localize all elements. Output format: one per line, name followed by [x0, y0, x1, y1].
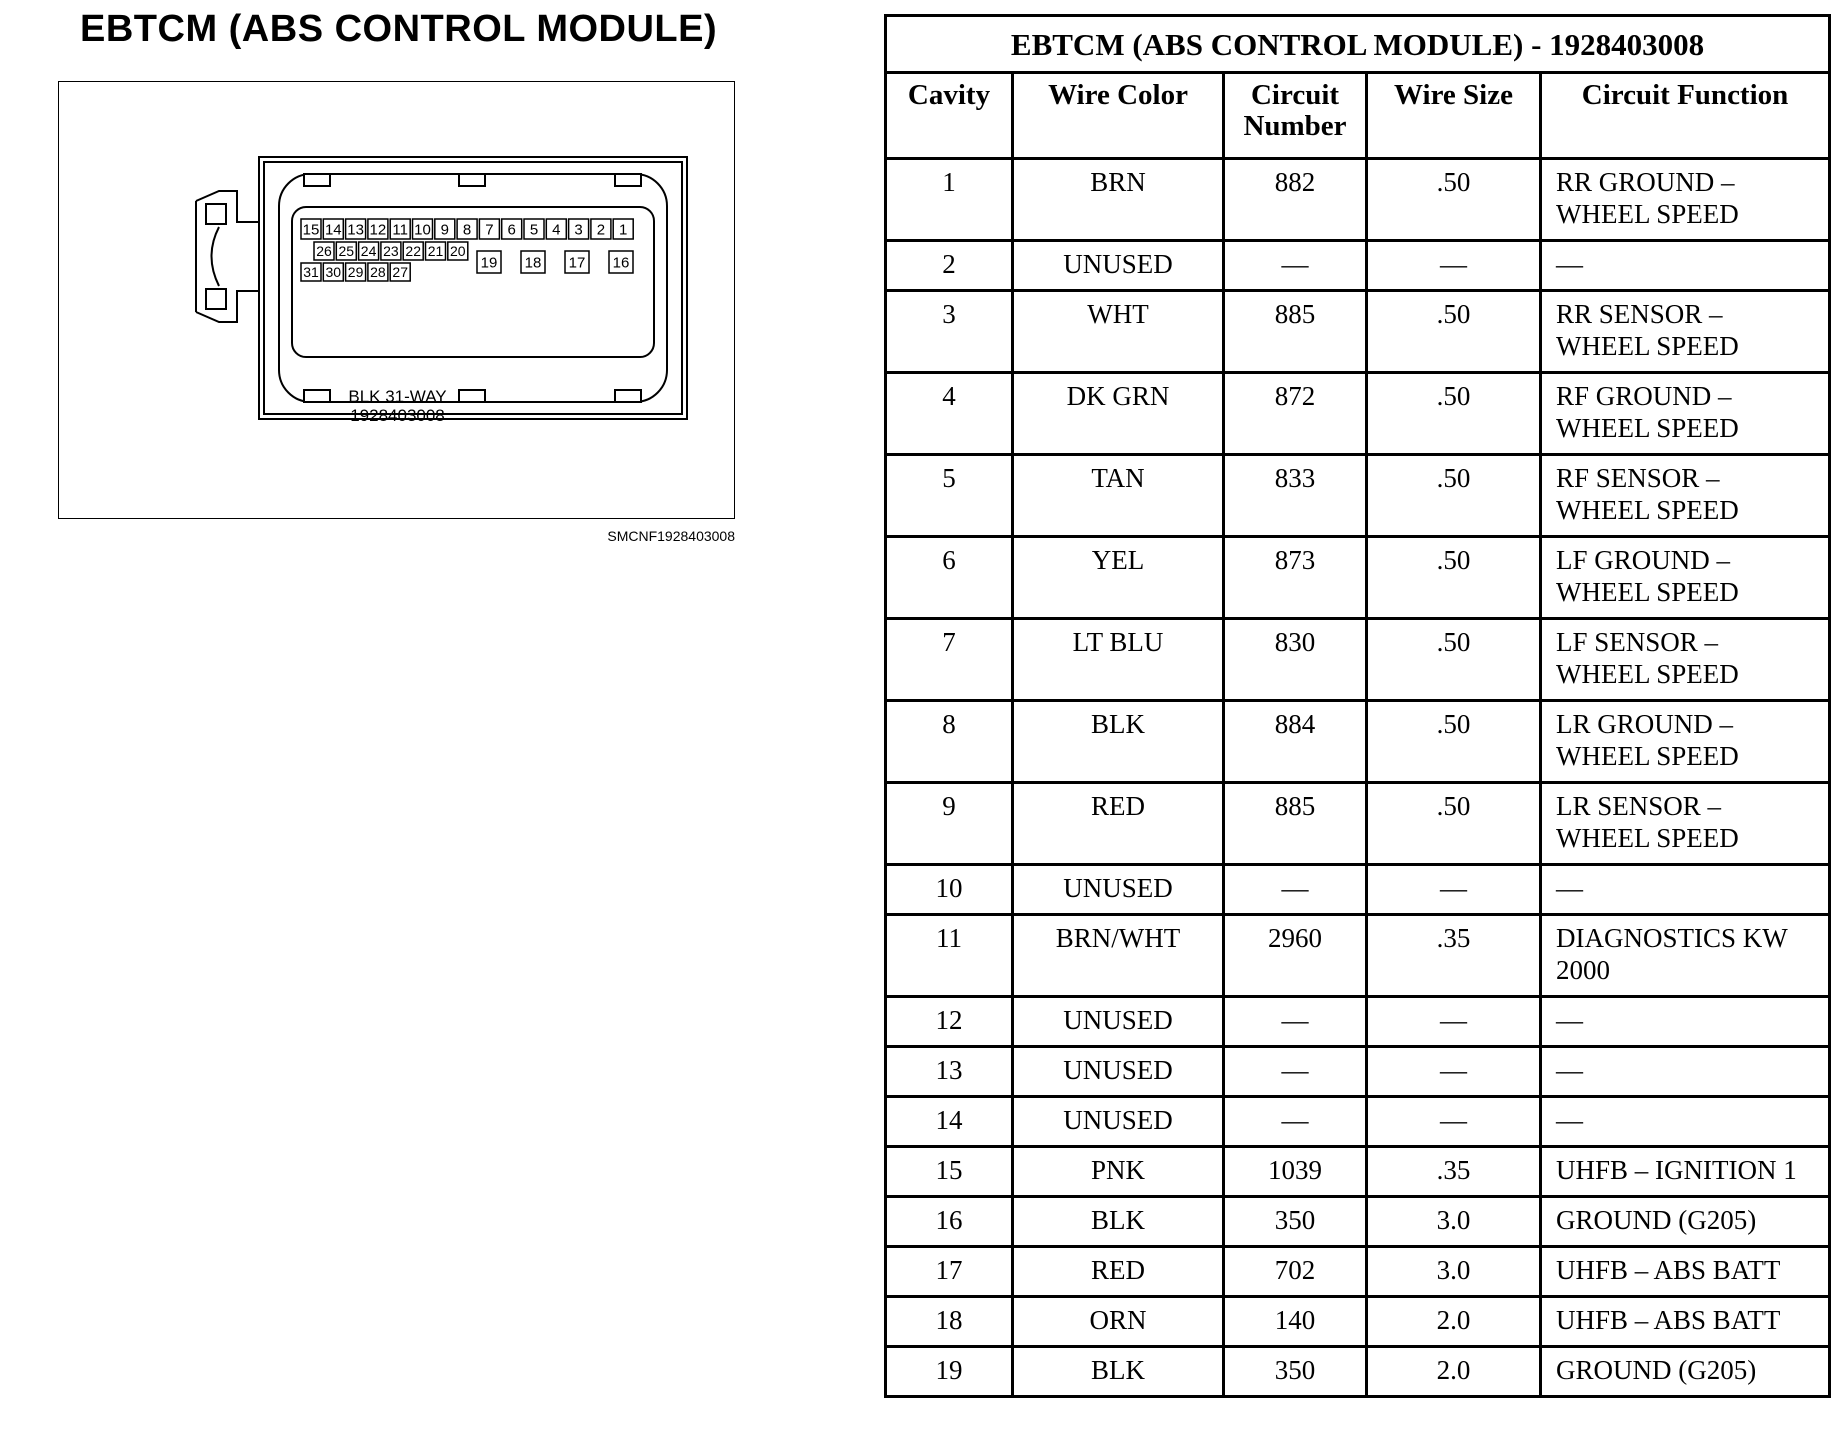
table-row	[886, 997, 1830, 1047]
table-row	[886, 865, 1830, 915]
table-row	[886, 1147, 1830, 1197]
circuit-function-cell	[1541, 1297, 1830, 1347]
circuit-number-cell: 873	[1224, 537, 1367, 619]
circuit-function-line1: LF GROUND –	[1556, 545, 1731, 575]
wire-color-cell: BRN/WHT	[1013, 915, 1224, 997]
circuit-function-line1: UHFB – ABS BATT	[1556, 1255, 1781, 1285]
circuit-number-cell: 702	[1224, 1247, 1367, 1297]
table-row	[886, 373, 1830, 455]
circuit-function-line2: WHEEL SPEED	[1556, 495, 1739, 525]
circuit-function-line1: RF SENSOR –	[1556, 463, 1720, 493]
circuit-function-cell	[1541, 865, 1830, 915]
connector-figure	[58, 81, 735, 519]
cavity-16	[609, 251, 633, 273]
table-row	[886, 783, 1830, 865]
wire-color-cell: UNUSED	[1013, 1047, 1224, 1097]
cavity-1	[613, 219, 633, 239]
circuit-function-cell	[1541, 1147, 1830, 1197]
cavity-cell: 2	[886, 241, 1013, 291]
wire-color-cell: BRN	[1013, 159, 1224, 241]
circuit-function-line2: WHEEL SPEED	[1556, 577, 1739, 607]
header-circuit-function: Circuit Function	[1541, 73, 1830, 159]
circuit-number-cell: 350	[1224, 1197, 1367, 1247]
circuit-number-cell: 833	[1224, 455, 1367, 537]
cavity-cell: 8	[886, 701, 1013, 783]
wire-size-cell: .35	[1367, 1147, 1541, 1197]
circuit-function-cell	[1541, 455, 1830, 537]
circuit-number-cell: —	[1224, 241, 1367, 291]
circuit-function-line2: WHEEL SPEED	[1556, 659, 1739, 689]
circuit-function-line1: GROUND (G205)	[1556, 1355, 1757, 1385]
cavity-15	[301, 219, 321, 239]
cavity-cell: 15	[886, 1147, 1013, 1197]
circuit-function-line1: LF SENSOR –	[1556, 627, 1719, 657]
table-row	[886, 537, 1830, 619]
cavity-cell: 10	[886, 865, 1013, 915]
wire-size-cell: 3.0	[1367, 1247, 1541, 1297]
cavity-10	[413, 219, 433, 239]
cavity-cell: 6	[886, 537, 1013, 619]
wire-color-cell: UNUSED	[1013, 241, 1224, 291]
circuit-function-line1: RR GROUND –	[1556, 167, 1735, 197]
table-row	[886, 701, 1830, 783]
cavity-number: 23	[383, 243, 399, 260]
circuit-function-line2: WHEEL SPEED	[1556, 199, 1739, 229]
circuit-function-cell	[1541, 915, 1830, 997]
cavity-cell: 14	[886, 1097, 1013, 1147]
wire-color-cell: YEL	[1013, 537, 1224, 619]
wire-color-cell: TAN	[1013, 455, 1224, 537]
circuit-number-cell: 885	[1224, 783, 1367, 865]
cavity-cell: 19	[886, 1347, 1013, 1397]
circuit-function-line2: WHEEL SPEED	[1556, 413, 1739, 443]
cavity-number: 31	[303, 264, 319, 281]
circuit-function-line1: RR SENSOR –	[1556, 299, 1723, 329]
cavity-18	[521, 251, 545, 273]
wire-color-cell: BLK	[1013, 701, 1224, 783]
cavity-27	[390, 263, 410, 281]
circuit-function-line2: WHEEL SPEED	[1556, 823, 1739, 853]
cavity-31	[301, 263, 321, 281]
circuit-number-cell: —	[1224, 865, 1367, 915]
circuit-function-cell	[1541, 701, 1830, 783]
table-row	[886, 291, 1830, 373]
header-circuit-number	[1224, 73, 1367, 159]
cavity-7	[479, 219, 499, 239]
wire-size-cell: .50	[1367, 619, 1541, 701]
circuit-function-line1: LR GROUND –	[1556, 709, 1734, 739]
circuit-function-line2: WHEEL SPEED	[1556, 741, 1739, 771]
circuit-function-cell	[1541, 783, 1830, 865]
wire-size-cell: —	[1367, 1097, 1541, 1147]
cavity-number: 21	[427, 243, 444, 260]
circuit-number-cell: 140	[1224, 1297, 1367, 1347]
cavity-6	[502, 219, 522, 239]
circuit-function-line1: UHFB – ABS BATT	[1556, 1305, 1781, 1335]
circuit-function-cell	[1541, 291, 1830, 373]
header-wire-color: Wire Color	[1013, 73, 1224, 159]
cavity-number: 29	[347, 264, 364, 281]
wire-color-cell: DK GRN	[1013, 373, 1224, 455]
cavity-number: 6	[507, 221, 516, 239]
cavity-number: 9	[440, 221, 449, 239]
cavity-25	[336, 242, 356, 260]
cavity-number: 13	[347, 221, 364, 239]
circuit-function-cell	[1541, 1347, 1830, 1397]
circuit-function-line1: —	[1556, 873, 1583, 903]
cavity-number: 1	[619, 221, 628, 239]
cavity-number: 28	[370, 264, 386, 281]
header-circuit-number-line1: Circuit	[1250, 79, 1340, 111]
cavity-cell: 3	[886, 291, 1013, 373]
circuit-number-cell: 885	[1224, 291, 1367, 373]
wire-color-cell: UNUSED	[1013, 997, 1224, 1047]
circuit-function-cell	[1541, 537, 1830, 619]
cavity-4	[546, 219, 566, 239]
cavity-number: 20	[450, 243, 466, 260]
circuit-number-cell: 2960	[1224, 915, 1367, 997]
cavity-number: 7	[485, 221, 494, 239]
cavity-cell: 12	[886, 997, 1013, 1047]
wire-size-cell: 2.0	[1367, 1297, 1541, 1347]
table-row	[886, 1247, 1830, 1297]
wire-size-cell: —	[1367, 1047, 1541, 1097]
table-header-row	[886, 73, 1830, 159]
cavity-number: 2	[596, 221, 606, 239]
wire-color-cell: PNK	[1013, 1147, 1224, 1197]
cavity-13	[346, 219, 366, 239]
table-row	[886, 1197, 1830, 1247]
cavity-number: 17	[568, 254, 586, 272]
connector-title: EBTCM (ABS CONTROL MODULE)	[80, 8, 718, 50]
circuit-function-line2: WHEEL SPEED	[1556, 331, 1739, 361]
circuit-function-line1: LR SENSOR –	[1556, 791, 1722, 821]
cavity-19	[477, 251, 501, 273]
cavity-14	[323, 219, 343, 239]
cavity-number: 19	[480, 254, 498, 272]
circuit-function-cell	[1541, 1047, 1830, 1097]
table-row	[886, 455, 1830, 537]
wire-size-cell: 2.0	[1367, 1347, 1541, 1397]
wire-size-cell: —	[1367, 997, 1541, 1047]
wire-color-cell: ORN	[1013, 1297, 1224, 1347]
circuit-function-line1: —	[1556, 1105, 1583, 1135]
cavity-cell: 5	[886, 455, 1013, 537]
cavity-11	[390, 219, 410, 239]
header-circuit-number-line2: Number	[1243, 110, 1347, 142]
wire-color-cell: RED	[1013, 1247, 1224, 1297]
connector-color-label: BLK 31-WAY	[348, 387, 447, 406]
table-row	[886, 1047, 1830, 1097]
cavity-3	[569, 219, 589, 239]
cavity-number: 5	[529, 221, 539, 239]
wire-size-cell: .50	[1367, 455, 1541, 537]
circuit-function-cell	[1541, 159, 1830, 241]
wire-color-cell: BLK	[1013, 1197, 1224, 1247]
pinout-table	[884, 14, 1831, 1398]
cavity-28	[368, 263, 388, 281]
circuit-number-cell: 830	[1224, 619, 1367, 701]
cavity-cell: 11	[886, 915, 1013, 997]
circuit-function-cell	[1541, 619, 1830, 701]
wire-size-cell: .50	[1367, 537, 1541, 619]
cavity-cell: 13	[886, 1047, 1013, 1097]
wire-size-cell: —	[1367, 865, 1541, 915]
table-row	[886, 619, 1830, 701]
cavity-number: 30	[325, 264, 342, 281]
circuit-number-cell: 350	[1224, 1347, 1367, 1397]
connector-part-number: 1928403008	[350, 406, 445, 425]
cavity-number: 25	[338, 243, 355, 260]
cavity-number: 8	[462, 221, 472, 239]
circuit-number-cell: 884	[1224, 701, 1367, 783]
wire-size-cell: .50	[1367, 291, 1541, 373]
wire-size-cell: .50	[1367, 159, 1541, 241]
cavity-29	[346, 263, 366, 281]
cavity-8	[457, 219, 477, 239]
cavity-cell: 16	[886, 1197, 1013, 1247]
table-row	[886, 1097, 1830, 1147]
cavity-number: 26	[316, 243, 332, 260]
wire-color-cell: RED	[1013, 783, 1224, 865]
circuit-number-cell: —	[1224, 997, 1367, 1047]
cavity-cell: 7	[886, 619, 1013, 701]
circuit-function-line1: UHFB – IGNITION 1	[1556, 1155, 1797, 1185]
header-cavity: Cavity	[886, 73, 1013, 159]
circuit-number-cell: 882	[1224, 159, 1367, 241]
cavity-cell: 4	[886, 373, 1013, 455]
figure-code: SMCNF1928403008	[607, 528, 735, 544]
circuit-number-cell: —	[1224, 1047, 1367, 1097]
cavity-21	[426, 242, 446, 260]
table-row	[886, 915, 1830, 997]
cavity-17	[565, 251, 589, 273]
table-row	[886, 241, 1830, 291]
wire-size-cell: —	[1367, 241, 1541, 291]
cavity-number: 11	[392, 221, 408, 239]
circuit-number-cell: 1039	[1224, 1147, 1367, 1197]
wire-size-cell: 3.0	[1367, 1197, 1541, 1247]
circuit-number-cell: 872	[1224, 373, 1367, 455]
cavity-2	[591, 219, 611, 239]
cavity-cell: 1	[886, 159, 1013, 241]
table-title: EBTCM (ABS CONTROL MODULE) - 1928403008	[886, 16, 1830, 73]
circuit-function-line1: —	[1556, 249, 1583, 279]
circuit-function-cell	[1541, 1197, 1830, 1247]
wire-size-cell: .50	[1367, 783, 1541, 865]
circuit-function-cell	[1541, 1097, 1830, 1147]
cavity-number: 10	[414, 221, 431, 239]
table-row	[886, 159, 1830, 241]
connector-face-drawing	[59, 82, 736, 520]
cavity-number: 27	[392, 264, 408, 281]
wire-color-cell: UNUSED	[1013, 1097, 1224, 1147]
circuit-function-cell	[1541, 997, 1830, 1047]
cavity-number: 22	[405, 243, 421, 260]
wire-size-cell: .50	[1367, 701, 1541, 783]
cavity-number: 18	[524, 254, 542, 272]
circuit-function-line1: RF GROUND –	[1556, 381, 1732, 411]
wire-color-cell: BLK	[1013, 1347, 1224, 1397]
table-title-row	[886, 16, 1830, 73]
circuit-function-cell	[1541, 373, 1830, 455]
cavity-23	[381, 242, 401, 260]
circuit-function-line1: —	[1556, 1005, 1583, 1035]
circuit-function-cell	[1541, 1247, 1830, 1297]
circuit-function-line1: GROUND (G205)	[1556, 1205, 1757, 1235]
wire-size-cell: .35	[1367, 915, 1541, 997]
cavity-30	[323, 263, 343, 281]
cavity-number: 14	[324, 221, 342, 239]
cavity-number: 16	[612, 254, 630, 272]
cavity-number: 15	[302, 221, 320, 239]
cavity-12	[368, 219, 388, 239]
cavity-number: 24	[360, 243, 377, 260]
wire-color-cell: WHT	[1013, 291, 1224, 373]
wire-size-cell: .50	[1367, 373, 1541, 455]
cavity-number: 12	[369, 221, 387, 239]
cavity-cell: 18	[886, 1297, 1013, 1347]
circuit-function-line1: —	[1556, 1055, 1583, 1085]
cavity-5	[524, 219, 544, 239]
cavity-9	[435, 219, 455, 239]
cavity-cell: 9	[886, 783, 1013, 865]
cavity-20	[448, 242, 468, 260]
table-row	[886, 1297, 1830, 1347]
cavity-24	[359, 242, 379, 260]
header-wire-size: Wire Size	[1367, 73, 1541, 159]
circuit-function-cell	[1541, 241, 1830, 291]
wire-color-cell: UNUSED	[1013, 865, 1224, 915]
table-row	[886, 1347, 1830, 1397]
circuit-function-line1: DIAGNOSTICS KW	[1556, 923, 1788, 953]
circuit-number-cell: —	[1224, 1097, 1367, 1147]
cavity-cell: 17	[886, 1247, 1013, 1297]
cavity-number: 3	[574, 221, 583, 239]
cavity-22	[403, 242, 423, 260]
cavity-number: 4	[552, 221, 561, 239]
wire-color-cell: LT BLU	[1013, 619, 1224, 701]
cavity-26	[314, 242, 334, 260]
circuit-function-line2: 2000	[1556, 955, 1610, 985]
